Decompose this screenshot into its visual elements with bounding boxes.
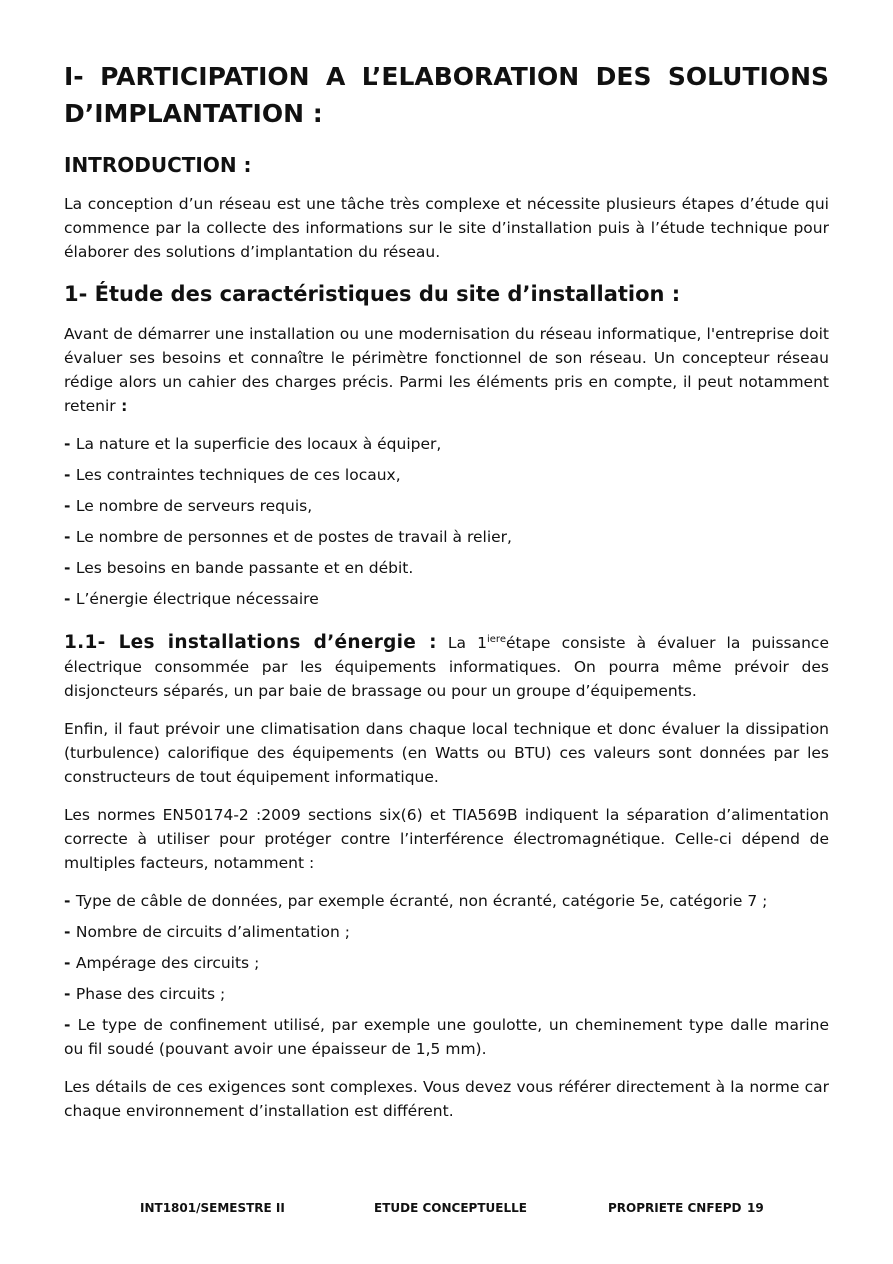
list-item: - Les besoins en bande passante et en débit. [64, 559, 414, 577]
section11-paragraph [64, 631, 829, 703]
list-item-text: L’énergie électrique nécessaire [75, 590, 319, 608]
list-item: - Nombre de circuits d’alimentation ; [64, 923, 350, 941]
list-item: - Ampérage des circuits ; [64, 954, 260, 972]
list-item-text: Phase des circuits ; [75, 985, 226, 1003]
list-item-text: Type de câble de données, par exemple écranté, non écranté, catégorie 5e, catégorie 7 ; [75, 892, 768, 910]
list-item: - Type de câble de données, par exemple écranté, non écranté, catégorie 5e, catégorie 7 ; [64, 892, 768, 910]
list-item: - Phase des circuits ; [64, 985, 226, 1003]
section11-superscript: iere [487, 633, 506, 645]
list-item: - L’énergie électrique nécessaire [64, 590, 319, 608]
section1-paragraph-text: Avant de démarrer une installation ou une modernisation du réseau informatique, l'entreprise doit évaluer ses besoins et connaître le périmètre fonctionnel de son réseau. Un concepteur réseau rédige alors un cahier des charges précis. Parmi les éléments pris en compte, il peut notamment retenir [64, 325, 829, 415]
list-item: - Les contraintes techniques de ces locaux, [64, 466, 401, 484]
page-number: 19 [747, 1201, 764, 1215]
section1-paragraph-colon: : [115, 397, 128, 415]
main-heading-line1: I- PARTICIPATION A L’ELABORATION DES SOLUTIONS [64, 62, 829, 91]
list-item: - Le nombre de personnes et de postes de travail à relier, [64, 528, 512, 546]
main-heading [64, 58, 829, 132]
section1-paragraph [64, 322, 829, 418]
footer-owner: PROPRIETE CNFEPD [608, 1201, 742, 1215]
main-heading-line2: D’IMPLANTATION : [64, 99, 323, 128]
list-item-text: Nombre de circuits d’alimentation ; [75, 923, 350, 941]
section1-bullet-list [64, 432, 829, 611]
document-page [64, 58, 829, 1123]
list-item: - Le nombre de serveurs requis, [64, 497, 313, 515]
section11-paragraph-4: Les détails de ces exigences sont complexes. Vous devez vous référer directement à la norme car chaque environnement d’installation est différent. [64, 1078, 829, 1120]
list-item-text: Le nombre de personnes et de postes de travail à relier, [75, 528, 512, 546]
list-item-text: Les besoins en bande passante et en débit. [75, 559, 414, 577]
section11-title: 1.1- Les installations d’énergie : [64, 632, 437, 653]
section11-text-a: La 1 [436, 634, 487, 652]
section11-paragraph-3: Les normes EN50174-2 :2009 sections six(6) et TIA569B indiquent la séparation d’alimentation correcte à utiliser pour protéger contre l’interférence électromagnétique. Celle-ci dépend de multiples facteurs, notamment : [64, 806, 829, 872]
section11-paragraph-2: Enfin, il faut prévoir une climatisation dans chaque local technique et donc évaluer la dissipation (turbulence) calorifique des équipements (en Watts ou BTU) ces valeurs sont données par les constructeurs de tout équipement informatique. [64, 720, 829, 786]
footer-title: ETUDE CONCEPTUELLE [374, 1201, 527, 1215]
list-item-text: Le nombre de serveurs requis, [75, 497, 313, 515]
list-item-text: Les contraintes techniques de ces locaux, [75, 466, 401, 484]
list-item-text: La nature et la superficie des locaux à équiper, [75, 435, 442, 453]
intro-title: INTRODUCTION : [64, 153, 252, 177]
section11-bullet-list [64, 889, 829, 1061]
intro-paragraph: La conception d’un réseau est une tâche très complexe et nécessite plusieurs étapes d’étude qui commence par la collecte des informations sur le site d’installation puis à l’étude technique pour élaborer des solutions d’implantation du réseau. [64, 195, 829, 261]
list-item: - La nature et la superficie des locaux à équiper, [64, 435, 442, 453]
section1-title: 1- Étude des caractéristiques du site d’installation : [64, 282, 681, 306]
footer-course-code: INT1801/SEMESTRE II [140, 1201, 285, 1215]
list-item-text: Le type de confinement utilisé, par exemple une goulotte, un cheminement type dalle marine ou fil soudé (pouvant avoir une épaisseur de 1,5 mm). [64, 1016, 829, 1058]
section11-text-b: étape consiste à évaluer la puissance électrique consommée par les équipements informatiques. On pourra même prévoir des disjoncteurs séparés, un par baie de brassage ou pour un groupe d’équipements. [64, 634, 829, 700]
list-item: - Le type de confinement utilisé, par exemple une goulotte, un cheminement type dalle marine ou fil soudé (pouvant avoir une épaisseur de 1,5 mm). [64, 1016, 829, 1058]
list-item-text: Ampérage des circuits ; [75, 954, 260, 972]
